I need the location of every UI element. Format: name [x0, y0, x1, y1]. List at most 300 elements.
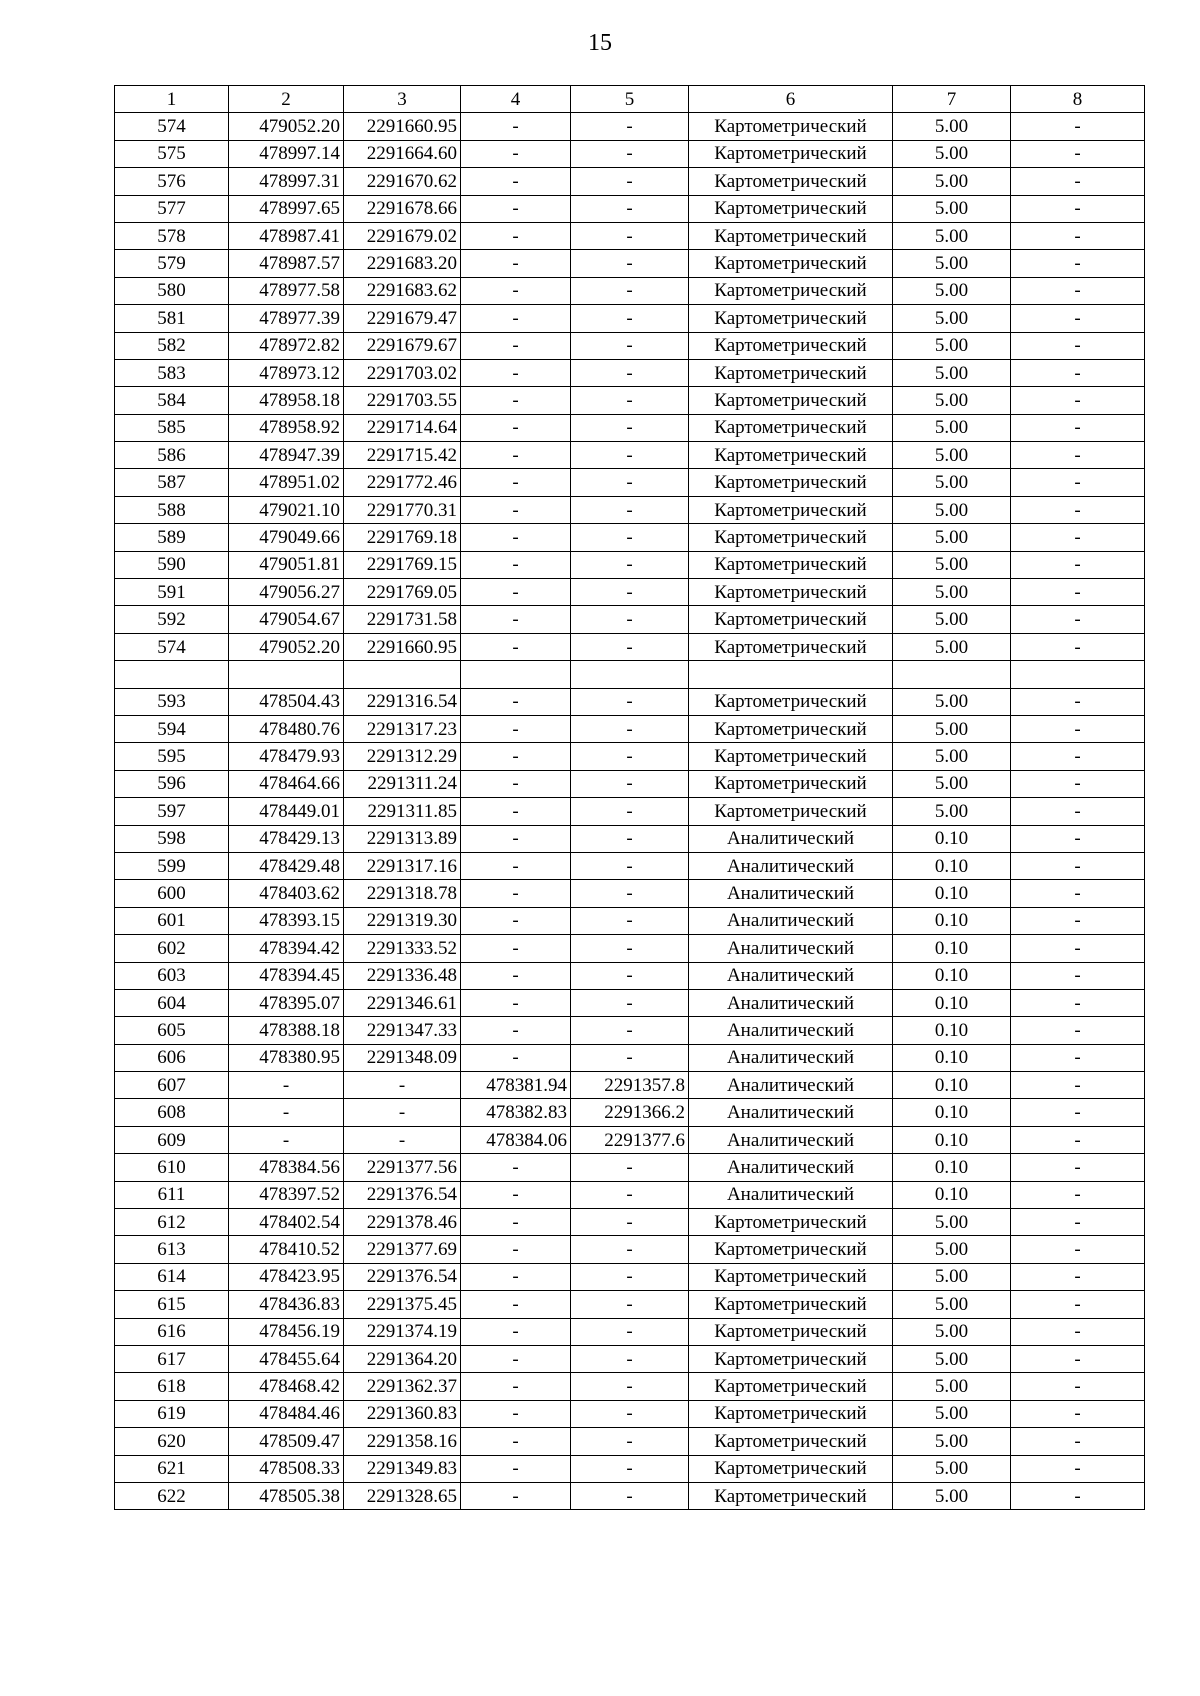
y-coordinate-alt-cell: -	[571, 250, 689, 277]
table-row	[115, 880, 1145, 907]
method-cell: Аналитический	[689, 1154, 893, 1181]
note-cell: -	[1011, 1263, 1145, 1290]
y-coordinate-cell: 2291378.46	[344, 1209, 461, 1236]
point-number-cell: 614	[115, 1263, 229, 1290]
x-coordinate-cell: 478456.19	[229, 1318, 344, 1345]
point-number-cell: 585	[115, 414, 229, 441]
table-row	[115, 496, 1145, 523]
accuracy-cell: 0.10	[893, 907, 1011, 934]
y-coordinate-cell: 2291375.45	[344, 1291, 461, 1318]
note-cell: -	[1011, 222, 1145, 249]
x-coordinate-cell: 478429.48	[229, 852, 344, 879]
point-number-cell: 584	[115, 387, 229, 414]
y-coordinate-alt-cell: -	[571, 962, 689, 989]
note-cell: -	[1011, 140, 1145, 167]
column-header-5: 5	[571, 86, 689, 113]
x-coordinate-alt-cell: -	[461, 715, 571, 742]
accuracy-cell: 5.00	[893, 688, 1011, 715]
x-coordinate-cell: 478449.01	[229, 798, 344, 825]
note-cell: -	[1011, 1017, 1145, 1044]
point-number-cell: 616	[115, 1318, 229, 1345]
y-coordinate-cell: 2291703.55	[344, 387, 461, 414]
note-cell: -	[1011, 1345, 1145, 1372]
y-coordinate-alt-cell: -	[571, 469, 689, 496]
accuracy-cell: 0.10	[893, 852, 1011, 879]
x-coordinate-cell	[229, 661, 344, 688]
y-coordinate-cell: 2291664.60	[344, 140, 461, 167]
x-coordinate-alt-cell: -	[461, 798, 571, 825]
x-coordinate-cell: 478480.76	[229, 715, 344, 742]
y-coordinate-alt-cell: -	[571, 524, 689, 551]
method-cell: Аналитический	[689, 907, 893, 934]
point-number-cell: 618	[115, 1373, 229, 1400]
x-coordinate-cell: 478403.62	[229, 880, 344, 907]
x-coordinate-alt-cell: -	[461, 579, 571, 606]
accuracy-cell: 0.10	[893, 1017, 1011, 1044]
y-coordinate-alt-cell: -	[571, 113, 689, 140]
note-cell: -	[1011, 880, 1145, 907]
y-coordinate-cell: 2291679.67	[344, 332, 461, 359]
table-row	[115, 140, 1145, 167]
point-number-cell: 575	[115, 140, 229, 167]
y-coordinate-alt-cell: -	[571, 1263, 689, 1290]
method-cell: Аналитический	[689, 1181, 893, 1208]
note-cell: -	[1011, 1072, 1145, 1099]
x-coordinate-alt-cell: -	[461, 880, 571, 907]
table-row	[115, 633, 1145, 660]
point-number-cell: 589	[115, 524, 229, 551]
point-number-cell: 617	[115, 1345, 229, 1372]
y-coordinate-alt-cell: -	[571, 387, 689, 414]
method-cell: Картометрический	[689, 606, 893, 633]
table-row	[115, 1455, 1145, 1482]
x-coordinate-cell: 478973.12	[229, 359, 344, 386]
x-coordinate-alt-cell: -	[461, 688, 571, 715]
x-coordinate-cell: -	[229, 1126, 344, 1153]
column-header-3: 3	[344, 86, 461, 113]
accuracy-cell: 5.00	[893, 414, 1011, 441]
x-coordinate-cell: 478393.15	[229, 907, 344, 934]
x-coordinate-alt-cell: -	[461, 222, 571, 249]
y-coordinate-cell: 2291312.29	[344, 743, 461, 770]
note-cell: -	[1011, 606, 1145, 633]
point-number-cell: 594	[115, 715, 229, 742]
accuracy-cell: 5.00	[893, 579, 1011, 606]
y-coordinate-alt-cell: -	[571, 414, 689, 441]
table-row	[115, 770, 1145, 797]
note-cell: -	[1011, 1318, 1145, 1345]
table-row	[115, 168, 1145, 195]
x-coordinate-alt-cell: -	[461, 825, 571, 852]
table-row	[115, 935, 1145, 962]
table-row	[115, 1236, 1145, 1263]
y-coordinate-alt-cell: -	[571, 496, 689, 523]
note-cell: -	[1011, 715, 1145, 742]
table-row	[115, 359, 1145, 386]
note-cell: -	[1011, 770, 1145, 797]
x-coordinate-cell: 478410.52	[229, 1236, 344, 1263]
point-number-cell: 587	[115, 469, 229, 496]
y-coordinate-cell: 2291679.47	[344, 305, 461, 332]
accuracy-cell: 5.00	[893, 1291, 1011, 1318]
table-row	[115, 1072, 1145, 1099]
note-cell: -	[1011, 935, 1145, 962]
point-number-cell: 588	[115, 496, 229, 523]
x-coordinate-cell: 478997.14	[229, 140, 344, 167]
y-coordinate-alt-cell: -	[571, 1482, 689, 1509]
method-cell: Картометрический	[689, 359, 893, 386]
x-coordinate-cell: 479054.67	[229, 606, 344, 633]
note-cell: -	[1011, 414, 1145, 441]
point-number-cell: 603	[115, 962, 229, 989]
x-coordinate-alt-cell: -	[461, 1400, 571, 1427]
table-body	[115, 113, 1145, 1510]
y-coordinate-cell: 2291317.16	[344, 852, 461, 879]
note-cell: -	[1011, 1126, 1145, 1153]
accuracy-cell	[893, 661, 1011, 688]
table-row	[115, 579, 1145, 606]
x-coordinate-cell: 478972.82	[229, 332, 344, 359]
note-cell: -	[1011, 1181, 1145, 1208]
note-cell: -	[1011, 852, 1145, 879]
table-row	[115, 1373, 1145, 1400]
x-coordinate-alt-cell: -	[461, 962, 571, 989]
y-coordinate-alt-cell: 2291366.2	[571, 1099, 689, 1126]
y-coordinate-alt-cell: -	[571, 551, 689, 578]
x-coordinate-cell: 478951.02	[229, 469, 344, 496]
method-cell: Аналитический	[689, 1044, 893, 1071]
x-coordinate-alt-cell: -	[461, 1017, 571, 1044]
point-number-cell: 601	[115, 907, 229, 934]
x-coordinate-alt-cell: -	[461, 1154, 571, 1181]
y-coordinate-alt-cell: -	[571, 770, 689, 797]
y-coordinate-alt-cell: -	[571, 1345, 689, 1372]
note-cell: -	[1011, 798, 1145, 825]
note-cell: -	[1011, 1099, 1145, 1126]
table-row	[115, 524, 1145, 551]
x-coordinate-cell: 478402.54	[229, 1209, 344, 1236]
x-coordinate-alt-cell: -	[461, 1428, 571, 1455]
x-coordinate-alt-cell: -	[461, 168, 571, 195]
x-coordinate-cell: 478429.13	[229, 825, 344, 852]
x-coordinate-alt-cell: -	[461, 551, 571, 578]
y-coordinate-alt-cell: -	[571, 798, 689, 825]
y-coordinate-cell: 2291316.54	[344, 688, 461, 715]
y-coordinate-cell: 2291349.83	[344, 1455, 461, 1482]
method-cell: Аналитический	[689, 1017, 893, 1044]
method-cell: Аналитический	[689, 1099, 893, 1126]
method-cell: Картометрический	[689, 579, 893, 606]
note-cell: -	[1011, 579, 1145, 606]
y-coordinate-cell: 2291348.09	[344, 1044, 461, 1071]
y-coordinate-cell: 2291377.56	[344, 1154, 461, 1181]
point-number-cell: 577	[115, 195, 229, 222]
x-coordinate-alt-cell: -	[461, 770, 571, 797]
table-row	[115, 1400, 1145, 1427]
table-row	[115, 1345, 1145, 1372]
method-cell: Картометрический	[689, 1318, 893, 1345]
x-coordinate-alt-cell: -	[461, 332, 571, 359]
y-coordinate-cell: 2291360.83	[344, 1400, 461, 1427]
x-coordinate-alt-cell: -	[461, 496, 571, 523]
y-coordinate-alt-cell: -	[571, 825, 689, 852]
y-coordinate-cell: 2291376.54	[344, 1181, 461, 1208]
accuracy-cell: 5.00	[893, 798, 1011, 825]
x-coordinate-cell: 478436.83	[229, 1291, 344, 1318]
y-coordinate-alt-cell	[571, 661, 689, 688]
method-cell: Картометрический	[689, 332, 893, 359]
accuracy-cell: 5.00	[893, 1482, 1011, 1509]
table-row	[115, 195, 1145, 222]
x-coordinate-alt-cell: -	[461, 1236, 571, 1263]
y-coordinate-cell: 2291770.31	[344, 496, 461, 523]
table-row	[115, 469, 1145, 496]
method-cell: Аналитический	[689, 825, 893, 852]
y-coordinate-cell: 2291683.62	[344, 277, 461, 304]
x-coordinate-alt-cell: -	[461, 1373, 571, 1400]
point-number-cell: 593	[115, 688, 229, 715]
y-coordinate-cell: 2291374.19	[344, 1318, 461, 1345]
note-cell	[1011, 661, 1145, 688]
y-coordinate-alt-cell: -	[571, 1154, 689, 1181]
x-coordinate-cell: 478958.92	[229, 414, 344, 441]
note-cell: -	[1011, 1373, 1145, 1400]
accuracy-cell: 5.00	[893, 469, 1011, 496]
method-cell: Картометрический	[689, 770, 893, 797]
method-cell: Картометрический	[689, 469, 893, 496]
accuracy-cell: 5.00	[893, 1236, 1011, 1263]
y-coordinate-alt-cell: -	[571, 880, 689, 907]
y-coordinate-cell: 2291362.37	[344, 1373, 461, 1400]
method-cell: Картометрический	[689, 551, 893, 578]
table-row	[115, 715, 1145, 742]
method-cell: Картометрический	[689, 688, 893, 715]
table-row	[115, 113, 1145, 140]
table-row	[115, 798, 1145, 825]
x-coordinate-cell: 478384.56	[229, 1154, 344, 1181]
y-coordinate-cell: 2291769.18	[344, 524, 461, 551]
x-coordinate-cell: 478987.57	[229, 250, 344, 277]
point-number-cell: 619	[115, 1400, 229, 1427]
table-row	[115, 1482, 1145, 1509]
y-coordinate-alt-cell: -	[571, 852, 689, 879]
table-row	[115, 222, 1145, 249]
x-coordinate-alt-cell: -	[461, 743, 571, 770]
y-coordinate-cell: -	[344, 1126, 461, 1153]
x-coordinate-cell: 478388.18	[229, 1017, 344, 1044]
point-number-cell: 583	[115, 359, 229, 386]
table-row	[115, 1291, 1145, 1318]
y-coordinate-alt-cell: 2291357.8	[571, 1072, 689, 1099]
note-cell: -	[1011, 1428, 1145, 1455]
y-coordinate-cell: 2291769.15	[344, 551, 461, 578]
y-coordinate-cell: 2291313.89	[344, 825, 461, 852]
column-header-8: 8	[1011, 86, 1145, 113]
x-coordinate-cell: 478504.43	[229, 688, 344, 715]
point-number-cell: 622	[115, 1482, 229, 1509]
x-coordinate-alt-cell: -	[461, 140, 571, 167]
y-coordinate-cell: 2291678.66	[344, 195, 461, 222]
x-coordinate-cell: 478977.58	[229, 277, 344, 304]
y-coordinate-alt-cell: -	[571, 1181, 689, 1208]
accuracy-cell: 5.00	[893, 359, 1011, 386]
y-coordinate-cell: 2291319.30	[344, 907, 461, 934]
method-cell: Картометрический	[689, 277, 893, 304]
accuracy-cell: 5.00	[893, 1428, 1011, 1455]
method-cell: Картометрический	[689, 387, 893, 414]
accuracy-cell: 5.00	[893, 524, 1011, 551]
y-coordinate-alt-cell: 2291377.6	[571, 1126, 689, 1153]
accuracy-cell: 5.00	[893, 496, 1011, 523]
note-cell: -	[1011, 524, 1145, 551]
x-coordinate-alt-cell: 478382.83	[461, 1099, 571, 1126]
point-number-cell: 591	[115, 579, 229, 606]
point-number-cell: 608	[115, 1099, 229, 1126]
method-cell: Аналитический	[689, 852, 893, 879]
accuracy-cell: 5.00	[893, 332, 1011, 359]
accuracy-cell: 0.10	[893, 962, 1011, 989]
x-coordinate-cell: 478423.95	[229, 1263, 344, 1290]
x-coordinate-cell: -	[229, 1072, 344, 1099]
y-coordinate-cell: 2291376.54	[344, 1263, 461, 1290]
accuracy-cell: 5.00	[893, 1345, 1011, 1372]
x-coordinate-alt-cell: -	[461, 606, 571, 633]
table-row	[115, 277, 1145, 304]
point-number-cell: 595	[115, 743, 229, 770]
accuracy-cell: 0.10	[893, 1099, 1011, 1126]
y-coordinate-cell: -	[344, 1072, 461, 1099]
x-coordinate-alt-cell: -	[461, 1455, 571, 1482]
column-header-1: 1	[115, 86, 229, 113]
accuracy-cell: 5.00	[893, 250, 1011, 277]
note-cell: -	[1011, 688, 1145, 715]
x-coordinate-alt-cell: -	[461, 1181, 571, 1208]
accuracy-cell: 0.10	[893, 1181, 1011, 1208]
method-cell: Картометрический	[689, 442, 893, 469]
point-number-cell: 605	[115, 1017, 229, 1044]
x-coordinate-alt-cell: -	[461, 305, 571, 332]
method-cell: Картометрический	[689, 1400, 893, 1427]
y-coordinate-alt-cell: -	[571, 688, 689, 715]
accuracy-cell: 0.10	[893, 1044, 1011, 1071]
note-cell: -	[1011, 1236, 1145, 1263]
table-row	[115, 332, 1145, 359]
y-coordinate-alt-cell: -	[571, 359, 689, 386]
y-coordinate-alt-cell: -	[571, 907, 689, 934]
y-coordinate-alt-cell: -	[571, 579, 689, 606]
method-cell: Картометрический	[689, 496, 893, 523]
method-cell: Картометрический	[689, 305, 893, 332]
point-number-cell: 621	[115, 1455, 229, 1482]
table-row	[115, 1181, 1145, 1208]
table-row	[115, 250, 1145, 277]
note-cell: -	[1011, 1154, 1145, 1181]
point-number-cell: 602	[115, 935, 229, 962]
x-coordinate-cell: 478997.65	[229, 195, 344, 222]
note-cell: -	[1011, 1400, 1145, 1427]
note-cell: -	[1011, 496, 1145, 523]
x-coordinate-alt-cell: -	[461, 387, 571, 414]
method-cell: Картометрический	[689, 1263, 893, 1290]
method-cell: Аналитический	[689, 1072, 893, 1099]
method-cell: Картометрический	[689, 798, 893, 825]
y-coordinate-alt-cell: -	[571, 1209, 689, 1236]
x-coordinate-alt-cell: -	[461, 469, 571, 496]
point-number-cell: 580	[115, 277, 229, 304]
table-row	[115, 305, 1145, 332]
point-number-cell: 574	[115, 633, 229, 660]
table-row	[115, 661, 1145, 688]
y-coordinate-cell: 2291377.69	[344, 1236, 461, 1263]
table-row	[115, 743, 1145, 770]
x-coordinate-alt-cell: -	[461, 442, 571, 469]
point-number-cell: 596	[115, 770, 229, 797]
x-coordinate-cell: 478380.95	[229, 1044, 344, 1071]
x-coordinate-cell: 479051.81	[229, 551, 344, 578]
y-coordinate-cell: 2291772.46	[344, 469, 461, 496]
x-coordinate-alt-cell: -	[461, 250, 571, 277]
y-coordinate-alt-cell: -	[571, 140, 689, 167]
note-cell: -	[1011, 1044, 1145, 1071]
method-cell	[689, 661, 893, 688]
table-row	[115, 1099, 1145, 1126]
accuracy-cell: 5.00	[893, 387, 1011, 414]
x-coordinate-cell: 478947.39	[229, 442, 344, 469]
x-coordinate-cell: 478505.38	[229, 1482, 344, 1509]
table-row	[115, 989, 1145, 1016]
x-coordinate-cell: 479056.27	[229, 579, 344, 606]
accuracy-cell: 5.00	[893, 140, 1011, 167]
note-cell: -	[1011, 168, 1145, 195]
y-coordinate-cell: 2291311.85	[344, 798, 461, 825]
table-row	[115, 1428, 1145, 1455]
note-cell: -	[1011, 332, 1145, 359]
point-number-cell: 615	[115, 1291, 229, 1318]
accuracy-cell: 0.10	[893, 880, 1011, 907]
table-row	[115, 1154, 1145, 1181]
table-row	[115, 907, 1145, 934]
point-number-cell: 578	[115, 222, 229, 249]
y-coordinate-cell: 2291311.24	[344, 770, 461, 797]
x-coordinate-alt-cell: -	[461, 852, 571, 879]
y-coordinate-cell: 2291769.05	[344, 579, 461, 606]
x-coordinate-alt-cell: -	[461, 1209, 571, 1236]
table-row	[115, 688, 1145, 715]
x-coordinate-alt-cell	[461, 661, 571, 688]
x-coordinate-alt-cell: -	[461, 1318, 571, 1345]
x-coordinate-cell: 478394.45	[229, 962, 344, 989]
point-number-cell: 579	[115, 250, 229, 277]
y-coordinate-cell: 2291679.02	[344, 222, 461, 249]
table-row	[115, 1263, 1145, 1290]
method-cell: Аналитический	[689, 962, 893, 989]
y-coordinate-cell: 2291333.52	[344, 935, 461, 962]
accuracy-cell: 5.00	[893, 277, 1011, 304]
table-row	[115, 1126, 1145, 1153]
x-coordinate-alt-cell: -	[461, 935, 571, 962]
note-cell: -	[1011, 1482, 1145, 1509]
table-row	[115, 606, 1145, 633]
x-coordinate-cell: 479021.10	[229, 496, 344, 523]
accuracy-cell: 5.00	[893, 1373, 1011, 1400]
y-coordinate-alt-cell: -	[571, 1428, 689, 1455]
x-coordinate-alt-cell: -	[461, 633, 571, 660]
x-coordinate-alt-cell: -	[461, 113, 571, 140]
method-cell: Аналитический	[689, 989, 893, 1016]
x-coordinate-cell: 478479.93	[229, 743, 344, 770]
point-number-cell: 606	[115, 1044, 229, 1071]
y-coordinate-cell: 2291670.62	[344, 168, 461, 195]
